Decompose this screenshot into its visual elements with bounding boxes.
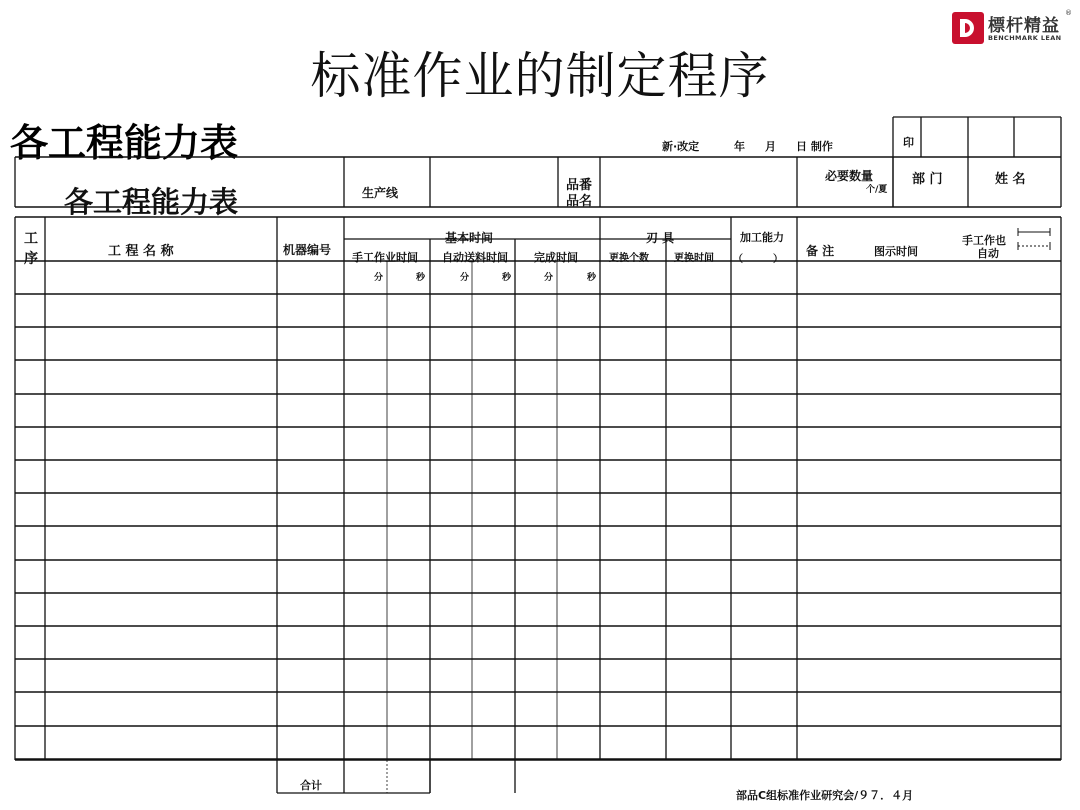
meta-made: 日 制作 xyxy=(796,140,833,153)
tooling-header: 刃 具 xyxy=(646,231,675,245)
form-title: 各工程能力表 xyxy=(10,121,239,165)
manual-second-label: 秒 xyxy=(416,273,426,283)
basic-time-header: 基本时间 xyxy=(445,231,494,245)
logo-registered-mark: ® xyxy=(1065,9,1072,17)
process-no-header: 工序 xyxy=(24,231,38,267)
capacity-unit-paren: （ ） xyxy=(733,254,783,265)
department-label: 部 门 xyxy=(912,172,943,187)
slide-title: 标准作业的制定程序 xyxy=(310,47,770,105)
required-qty-label: 必要数量 xyxy=(825,169,874,183)
inner-title: 各工程能力表 xyxy=(64,185,239,219)
required-qty-unit: 个/夏 xyxy=(866,185,888,195)
seal-label: 印 xyxy=(903,136,914,149)
change-count-header: 更换个数 xyxy=(609,253,649,264)
remarks-header: 备 注 xyxy=(806,244,835,258)
production-line-label: 生产线 xyxy=(362,186,399,200)
diagram-time-header: 图示时间 xyxy=(874,245,918,258)
meta-year: 年 xyxy=(734,140,745,153)
total-label: 合计 xyxy=(300,779,322,792)
change-time-header: 更换时间 xyxy=(674,253,714,264)
auto-minute-label: 分 xyxy=(460,273,470,283)
completion-time-header: 完成时间 xyxy=(534,251,578,264)
manual-minute-label: 分 xyxy=(374,273,384,283)
legend-manual-label: 手工作也 xyxy=(962,234,1006,247)
logo-name-en: BENCHMARK LEAN xyxy=(988,34,1062,42)
machine-no-header: 机器编号 xyxy=(283,243,332,257)
legend-auto-label: 自动 xyxy=(977,247,999,260)
logo-name-cn: 標杆精益 xyxy=(988,16,1060,36)
auto-feed-time-header: 自动送料时间 xyxy=(442,251,508,264)
completion-second-label: 秒 xyxy=(587,273,597,283)
footer-note: 部品C组标准作业研究会/９７．４月 xyxy=(736,789,914,802)
meta-new-revised: 新·改定 xyxy=(662,140,700,153)
auto-second-label: 秒 xyxy=(502,273,512,283)
capacity-header: 加工能力 xyxy=(740,231,784,244)
completion-minute-label: 分 xyxy=(544,273,554,283)
part-number-label: 品番 xyxy=(566,178,593,193)
part-name-label: 品名 xyxy=(566,194,593,209)
process-name-header: 工 程 名 称 xyxy=(108,244,174,259)
meta-month: 月 xyxy=(765,140,776,153)
manual-time-header: 手工作业时间 xyxy=(352,251,418,264)
name-label: 姓 名 xyxy=(995,172,1026,187)
